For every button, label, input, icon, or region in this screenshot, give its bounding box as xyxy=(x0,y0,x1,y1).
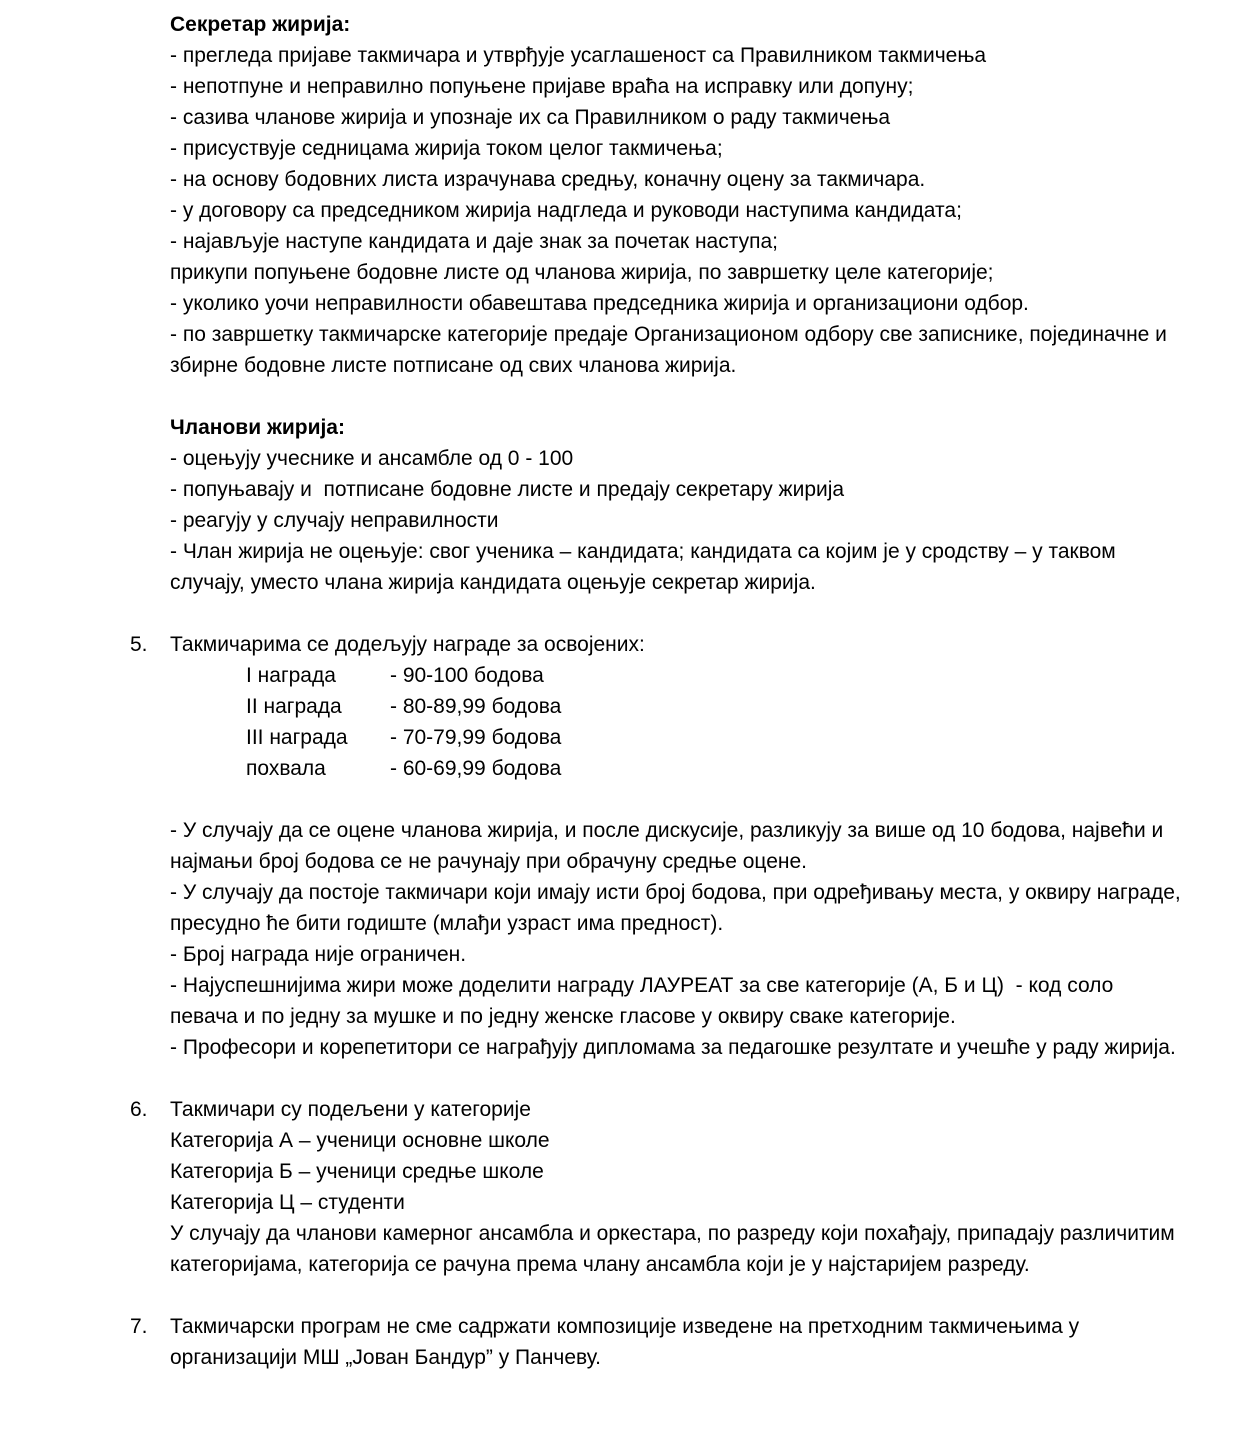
award-row xyxy=(170,691,1181,722)
section-members xyxy=(170,412,1181,598)
award-points: - 70-79,99 бодова xyxy=(390,726,562,749)
award-name: I награда xyxy=(246,664,336,687)
awards-table xyxy=(170,660,1181,784)
note-paragraph: - Број награда није ограничен. xyxy=(170,943,467,966)
award-points: - 80-89,99 бодова xyxy=(390,695,562,718)
note-paragraph: - Најуспешнијима жири може доделити награду ЛАУРЕАТ за све категорије (А, Б и Ц) - код соло певача и по једну за мушке и по једну женске гласове у оквиру сваке категорије. xyxy=(170,974,1120,1028)
secretary-duty-line: - на основу бодовних листа израчунава средњу, коначну оцену за такмичара. xyxy=(170,168,926,191)
members-duty-line: - попуњавају и потписане бодовне листе и предају секретару жирија xyxy=(170,478,845,501)
secretary-duty-line: - прегледа пријаве такмичара и утврђује усаглашеност са Правилником такмичења xyxy=(170,44,987,67)
members-duty-line: - реагују у случају неправилности xyxy=(170,509,499,532)
category-line: Категорија А – ученици основне школе xyxy=(170,1129,550,1152)
note-paragraph: - Професори и корепетитори се награђују дипломама за педагошке резултате и учешће у раду жирија. xyxy=(170,1036,1176,1059)
secretary-duty-line: прикупи попуњене бодовне листе од чланова жирија, по завршетку целе категорије; xyxy=(170,261,994,284)
award-name: II награда xyxy=(246,695,342,718)
item-text: Такмичарски програм не сме садржати композиције изведене на претходним такмичењима у организацији МШ „Јован Бандур” у Панчеву. xyxy=(170,1315,1086,1369)
members-duty-line: - оцењују учеснике и ансамбле од 0 - 100 xyxy=(170,447,574,470)
category-line: Категорија Ц – студенти xyxy=(170,1191,405,1214)
award-row xyxy=(170,753,1181,784)
secretary-duty-line: - непотпуне и неправилно попуњене пријаве враћа на исправку или допуну; xyxy=(170,75,914,98)
award-name: III награда xyxy=(246,726,348,749)
item-title: Такмичари су подељени у категорије xyxy=(170,1098,531,1121)
item-title: Такмичарима се додељују награде за освојених: xyxy=(170,633,645,656)
secretary-duty-line: - присуствује седницама жирија током целог такмичења; xyxy=(170,137,723,160)
award-row xyxy=(170,722,1181,753)
award-points: - 90-100 бодова xyxy=(390,664,544,687)
members-duty-line: - Члан жирија не оцењује: свог ученика – кандидата; кандидата са којим је у сродству – у таквом случају, уместо члана жирија кандидата оцењује секретар жирија. xyxy=(170,540,1122,594)
secretary-duty-line: - по завршетку такмичарске категорије предаје Организационом одбору све записнике, појединачне и збирне бодовне листе потписане од свих чланова жирија. xyxy=(170,323,1173,377)
award-notes xyxy=(170,815,1187,1063)
secretary-duty-line: - у договору са председником жирија надгледа и руководи наступима кандидата; xyxy=(170,199,962,222)
item-number: 5. xyxy=(130,633,148,656)
rule-item-6 xyxy=(130,1094,1181,1280)
category-note: У случају да чланови камерног ансамбла и оркестара, по разреду који похађају, припадају различитим категоријама, категорија се рачуна према члану ансамбла који је у најстаријем разреду. xyxy=(170,1222,1181,1276)
members-heading: Чланови жирија: xyxy=(170,416,345,439)
section-secretary xyxy=(170,9,1181,381)
secretary-duty-line: - најављује наступе кандидата и даје знак за почетак наступа; xyxy=(170,230,778,253)
rule-item-7 xyxy=(130,1311,1181,1373)
rule-item-5 xyxy=(130,629,1187,1063)
secretary-duty-line: - сазива чланове жирија и упознаје их са Правилником о раду такмичења xyxy=(170,106,891,129)
category-line: Категорија Б – ученици средње школе xyxy=(170,1160,544,1183)
award-name: похвала xyxy=(246,757,326,780)
secretary-duty-line: - уколико уочи неправилности обавештава председника жирија и организациони одбор. xyxy=(170,292,1029,315)
item-number: 7. xyxy=(130,1315,148,1338)
award-row xyxy=(170,660,1181,691)
item-number: 6. xyxy=(130,1098,148,1121)
note-paragraph: - У случају да постоје такмичари који имају исти број бодова, при одређивању места, у оквиру награде, пресудно ће бити годиште (млађи узраст има предност). xyxy=(170,881,1187,935)
award-points: - 60-69,99 бодова xyxy=(390,757,562,780)
note-paragraph: - У случају да се оцене чланова жирија, и после дискусије, разликују за више од 10 бодова, највећи и најмањи број бодова се не рачунају при обрачуну средње оцене. xyxy=(170,819,1170,873)
secretary-heading: Секретар жирија: xyxy=(170,13,351,36)
